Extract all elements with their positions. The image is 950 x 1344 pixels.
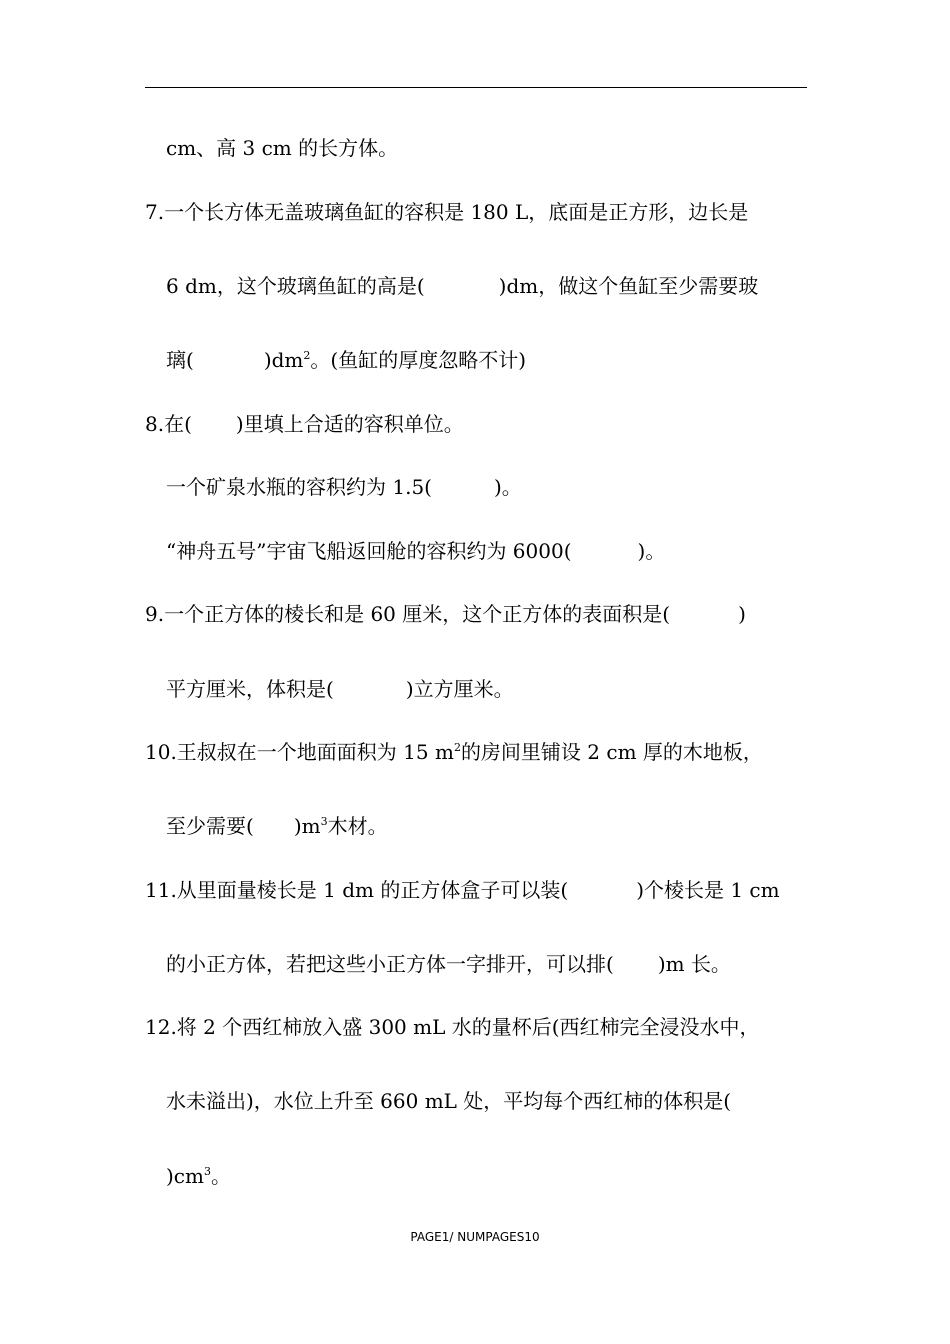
- text-segment: 平方厘米，体积是(: [166, 677, 334, 701]
- question-6-continuation: [166, 135, 398, 161]
- question-10-line-2: [166, 813, 388, 839]
- text-segment: cm、高 3 cm 的长方体。: [166, 136, 399, 160]
- text-segment: 12.将 2 个西红柿放入盛 300 mL 水的量杯后(西红柿完全浸没水中，: [145, 1015, 760, 1039]
- question-8-line-3: [166, 538, 665, 564]
- text-segment: 10.王叔叔在一个地面面积为 15 m: [145, 740, 454, 764]
- question-10-line-1: [145, 739, 763, 765]
- text-segment: )dm: [263, 348, 304, 372]
- question-11-line-1: [145, 877, 780, 903]
- text-segment: 9.一个正方体的棱长和是 60 厘米，这个正方体的表面积是(: [145, 602, 671, 626]
- text-segment: )。: [493, 475, 522, 499]
- text-segment: 11.从里面量棱长是 1 dm 的正方体盒子可以装(: [145, 878, 569, 902]
- superscript: 2: [453, 741, 461, 754]
- text-segment: )立方厘米。: [405, 677, 514, 701]
- question-7-line-1: [145, 199, 748, 225]
- text-segment: 的小正方体，若把这些小正方体一字排开，可以排(: [166, 952, 614, 976]
- text-segment: 7.一个长方体无盖玻璃鱼缸的容积是 180 L，底面是正方形，边长是: [145, 200, 749, 224]
- text-segment: 木材。: [327, 814, 388, 838]
- text-segment: 至少需要(: [166, 814, 254, 838]
- page-number-label: PAGE1/ NUMPAGES10: [410, 1230, 540, 1244]
- question-9-line-2: [166, 676, 514, 702]
- question-7-line-3: [166, 347, 526, 373]
- text-segment: 。: [210, 1164, 231, 1188]
- question-7-line-2: [166, 273, 758, 299]
- text-segment: “神舟五号”宇宙飞船返回舱的容积约为 6000(: [166, 539, 572, 563]
- question-12-line-3: [166, 1163, 231, 1189]
- question-12-line-1: [145, 1014, 760, 1040]
- text-segment: 水未溢出)，水位上升至 660 mL 处，平均每个西红柿的体积是(: [166, 1089, 732, 1113]
- text-segment: )里填上合适的容积单位。: [235, 412, 464, 436]
- text-segment: 璃(: [166, 348, 194, 372]
- superscript: 2: [303, 349, 311, 362]
- text-segment: )m: [293, 814, 321, 838]
- header-rule: [145, 87, 807, 88]
- page-footer: [0, 1229, 950, 1245]
- superscript: 3: [320, 815, 328, 828]
- question-9-line-1: [145, 601, 746, 627]
- question-11-line-2: [166, 951, 731, 977]
- question-8-line-1: [145, 411, 464, 437]
- text-segment: )dm，做这个鱼缸至少需要玻: [498, 274, 759, 298]
- question-8-line-2: [166, 474, 522, 500]
- text-segment: )个棱长是 1 cm: [636, 878, 780, 902]
- text-segment: )m 长。: [657, 952, 731, 976]
- text-segment: 。(鱼缸的厚度忽略不计): [310, 348, 526, 372]
- text-segment: 6 dm，这个玻璃鱼缸的高是(: [166, 274, 425, 298]
- text-segment: ): [738, 602, 746, 626]
- superscript: 3: [203, 1165, 211, 1178]
- question-12-line-2: [166, 1088, 731, 1114]
- text-segment: )。: [637, 539, 666, 563]
- text-segment: 的房间里铺设 2 cm 厚的木地板，: [460, 740, 763, 764]
- text-segment: 一个矿泉水瓶的容积约为 1.5(: [166, 475, 432, 499]
- text-segment: )cm: [166, 1164, 204, 1188]
- text-segment: 8.在(: [145, 412, 192, 436]
